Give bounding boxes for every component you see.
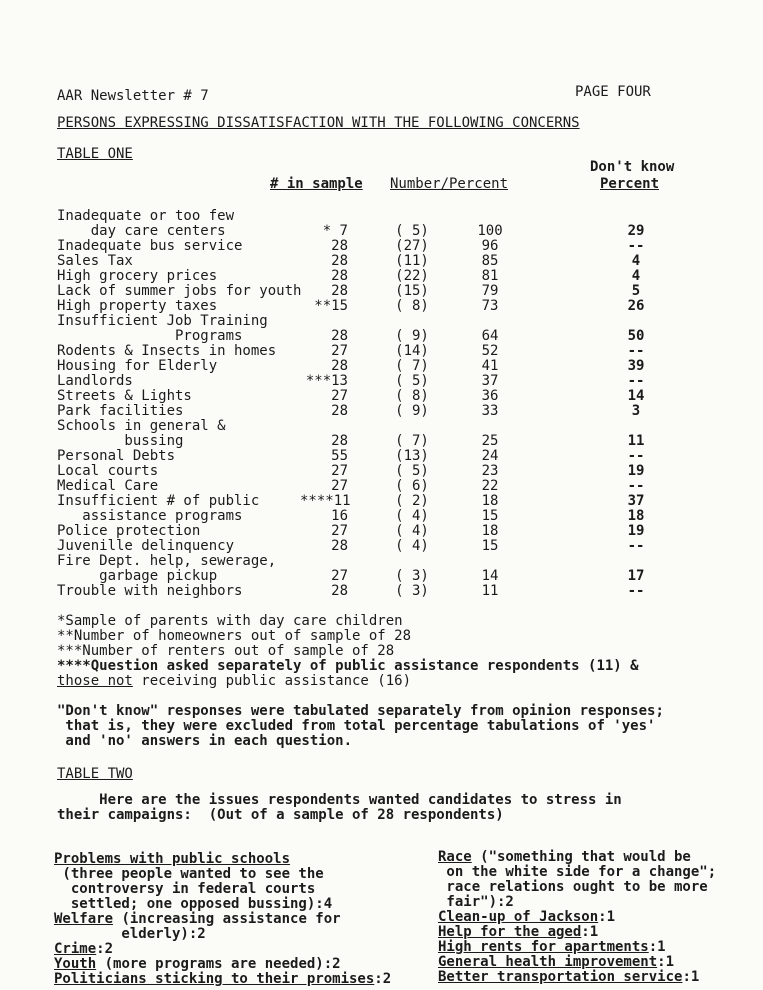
row-percent: 52 <box>481 343 499 359</box>
row-dontknow: -- <box>627 373 645 389</box>
row-dontknow: 19 <box>627 523 645 539</box>
list-item-topic: Welfare <box>54 911 114 927</box>
row-dontknow: 26 <box>627 298 645 314</box>
row-number: (13) <box>395 448 429 464</box>
row-number: ( 4) <box>395 523 429 539</box>
row-percent: 96 <box>481 238 499 254</box>
list-item <box>438 970 699 984</box>
row-sample: 28 <box>331 283 348 299</box>
col-dontknow-header: Don't know <box>590 159 675 175</box>
list-item-detail: fair"):2 <box>438 894 514 910</box>
row-sample: **15 <box>314 298 348 314</box>
table-two-intro-2: their campaigns: (Out of a sample of 28 respondents) <box>57 807 504 823</box>
row-label: Insufficient # of public <box>57 493 260 509</box>
row-number: ( 9) <box>395 328 429 344</box>
row-sample: 28 <box>331 238 348 254</box>
list-item <box>438 940 666 954</box>
row-dontknow: 11 <box>627 433 645 449</box>
row-sample: 27 <box>331 568 348 584</box>
list-item <box>54 957 341 971</box>
row-label: Rodents & Insects in homes <box>57 343 277 359</box>
row-dontknow: 4 <box>631 268 641 284</box>
list-item-detail: elderly):2 <box>54 926 206 942</box>
list-item <box>54 912 341 926</box>
list-item-topic: Help for the aged <box>438 924 582 940</box>
row-number: (27) <box>395 238 429 254</box>
row-sample: 28 <box>331 328 348 344</box>
row-percent: 36 <box>481 388 499 404</box>
row-dontknow: 4 <box>631 253 641 269</box>
row-label: Personal Debts <box>57 448 176 464</box>
row-number: (11) <box>395 253 429 269</box>
row-number: ( 5) <box>395 373 429 389</box>
row-dontknow: 29 <box>627 223 645 239</box>
row-number: ( 2) <box>395 493 429 509</box>
list-item-topic: General health improvement <box>438 954 658 970</box>
footnote-2: **Number of homeowners out of sample of 28 <box>57 628 412 644</box>
row-number: ( 4) <box>395 538 429 554</box>
list-item-detail: controversy in federal courts <box>54 881 316 897</box>
list-item-detail: (increasing assistance for <box>113 911 341 927</box>
list-item <box>438 865 716 879</box>
row-percent: 15 <box>481 538 499 554</box>
row-percent: 33 <box>481 403 499 419</box>
row-label-cont: assistance programs <box>57 508 243 524</box>
row-label-cont: Programs <box>57 328 243 344</box>
row-number-2: ( 4) <box>395 508 429 524</box>
row-dontknow: -- <box>627 238 645 254</box>
row-number: ( 6) <box>395 478 429 494</box>
list-item-detail: :1 <box>598 909 616 925</box>
col-sample-header: # in sample <box>270 176 363 192</box>
row-label: Fire Dept. help, sewerage, <box>57 553 277 569</box>
row-percent: 24 <box>481 448 499 464</box>
row-label-cont: garbage pickup <box>57 568 218 584</box>
row-label: High grocery prices <box>57 268 218 284</box>
row-sample: ****11 <box>300 493 351 509</box>
newsletter-title: AAR Newsletter # 7 <box>57 88 209 104</box>
row-label-cont: day care centers <box>57 223 226 239</box>
section-title: PERSONS EXPRESSING DISSATISFACTION WITH THE FOLLOWING CONCERNS <box>57 115 580 131</box>
footnote-1: *Sample of parents with day care children <box>57 613 403 629</box>
row-sample: 28 <box>331 433 348 449</box>
table-two-intro-1: Here are the issues respondents wanted candidates to stress in <box>57 792 622 808</box>
list-item <box>438 895 514 909</box>
row-percent-2: 15 <box>481 508 499 524</box>
row-sample: 27 <box>331 478 348 494</box>
row-number: ( 7) <box>395 433 429 449</box>
list-item-topic: Problems with public schools <box>54 851 291 867</box>
list-item-topic: Better transportation service <box>438 969 683 985</box>
list-item-detail: :1 <box>657 954 675 970</box>
row-dontknow-2: 18 <box>627 508 645 524</box>
row-dontknow: 3 <box>631 403 641 419</box>
col-percent-header: Percent <box>600 176 660 192</box>
row-sample: 28 <box>331 358 348 374</box>
list-item-detail: :2 <box>96 941 114 957</box>
row-label: Sales Tax <box>57 253 133 269</box>
row-sample: 55 <box>331 448 348 464</box>
list-item-detail: settled; one opposed bussing):4 <box>54 896 333 912</box>
list-item-detail: :1 <box>581 924 599 940</box>
list-item <box>54 942 113 956</box>
row-dontknow: -- <box>627 343 645 359</box>
dontknow-note-3: and 'no' answers in each question. <box>57 733 353 749</box>
row-dontknow: -- <box>627 478 645 494</box>
row-number: ( 3) <box>395 583 429 599</box>
table-one-title: TABLE ONE <box>57 146 133 162</box>
row-label: Schools in general & <box>57 418 226 434</box>
row-label: Trouble with neighbors <box>57 583 243 599</box>
row-number: ( 8) <box>395 298 429 314</box>
row-label: Park facilities <box>57 403 184 419</box>
list-item-detail: :1 <box>648 939 666 955</box>
list-item <box>54 972 391 986</box>
row-label: High property taxes <box>57 298 218 314</box>
list-item-topic: Youth <box>54 956 97 972</box>
row-percent: 73 <box>481 298 499 314</box>
row-label-cont: bussing <box>57 433 184 449</box>
row-number: ( 7) <box>395 358 429 374</box>
row-percent: 79 <box>481 283 499 299</box>
list-item <box>438 910 615 924</box>
row-sample: 28 <box>331 583 348 599</box>
row-percent: 11 <box>481 583 499 599</box>
row-percent: 14 <box>481 568 499 584</box>
row-percent: 37 <box>481 373 499 389</box>
list-item <box>438 925 598 939</box>
row-sample: * 7 <box>322 223 348 239</box>
row-sample: 27 <box>331 523 348 539</box>
row-percent: 41 <box>481 358 499 374</box>
row-sample-2: 16 <box>331 508 348 524</box>
row-number: ( 8) <box>395 388 429 404</box>
list-item <box>54 852 290 866</box>
row-sample: 27 <box>331 388 348 404</box>
row-percent: 81 <box>481 268 499 284</box>
row-number: ( 3) <box>395 568 429 584</box>
list-item-detail: on the white side for a change"; <box>438 864 717 880</box>
row-sample: 28 <box>331 403 348 419</box>
row-percent: 85 <box>481 253 499 269</box>
row-dontknow: 5 <box>631 283 641 299</box>
row-label: Landlords <box>57 373 133 389</box>
row-dontknow: 50 <box>627 328 645 344</box>
list-item-detail: :1 <box>682 969 700 985</box>
row-dontknow: 39 <box>627 358 645 374</box>
list-item <box>54 882 315 896</box>
footnote-4: ****Question asked separately of public assistance respondents (11) & <box>57 658 639 674</box>
row-dontknow: -- <box>627 583 645 599</box>
row-percent: 100 <box>477 223 503 239</box>
row-label: Streets & Lights <box>57 388 192 404</box>
row-number: (22) <box>395 268 429 284</box>
row-dontknow: -- <box>627 448 645 464</box>
row-percent: 64 <box>481 328 499 344</box>
dontknow-note-1: "Don't know" responses were tabulated separately from opinion responses; <box>57 703 664 719</box>
row-label: Local courts <box>57 463 159 479</box>
row-sample: ***13 <box>305 373 348 389</box>
row-dontknow: 19 <box>627 463 645 479</box>
row-dontknow: 37 <box>627 493 645 509</box>
list-item <box>438 880 708 894</box>
row-sample: 27 <box>331 343 348 359</box>
list-item-detail: :2 <box>374 971 392 987</box>
list-item-detail: race relations ought to be more <box>438 879 708 895</box>
list-item-topic: Crime <box>54 941 97 957</box>
list-item <box>54 897 332 911</box>
row-number: ( 9) <box>395 403 429 419</box>
col-number-header: Number/Percent <box>390 176 509 192</box>
list-item-detail: ("something that would be <box>471 849 691 865</box>
row-percent: 25 <box>481 433 499 449</box>
row-label: Housing for Elderly <box>57 358 218 374</box>
footnote-4-rest: receiving public assistance (16) <box>132 673 412 689</box>
footnote-4-underlined: those not <box>57 673 133 689</box>
row-label: Medical Care <box>57 478 159 494</box>
page-number: PAGE FOUR <box>575 84 651 100</box>
row-sample: 27 <box>331 463 348 479</box>
row-dontknow: 14 <box>627 388 645 404</box>
list-item <box>438 955 674 969</box>
footnote-4-cont <box>57 674 411 689</box>
row-dontknow: 17 <box>627 568 645 584</box>
row-sample: 28 <box>331 268 348 284</box>
list-item <box>54 867 324 881</box>
list-item <box>438 850 691 864</box>
row-percent: 18 <box>481 523 499 539</box>
dontknow-note-2: that is, they were excluded from total percentage tabulations of 'yes' <box>57 718 656 734</box>
list-item-topic: Clean-up of Jackson <box>438 909 599 925</box>
row-label: Police protection <box>57 523 201 539</box>
row-sample: 28 <box>331 253 348 269</box>
list-item-topic: Race <box>438 849 472 865</box>
row-percent: 22 <box>481 478 499 494</box>
row-label: Insufficient Job Training <box>57 313 268 329</box>
row-label: Inadequate or too few <box>57 208 235 224</box>
list-item-detail: (three people wanted to see the <box>54 866 324 882</box>
row-percent: 23 <box>481 463 499 479</box>
row-number: (15) <box>395 283 429 299</box>
row-number: (14) <box>395 343 429 359</box>
table-two-title: TABLE TWO <box>57 766 133 782</box>
row-label: Inadequate bus service <box>57 238 243 254</box>
row-sample: 28 <box>331 538 348 554</box>
row-number: ( 5) <box>395 463 429 479</box>
list-item-detail: (more programs are needed):2 <box>96 956 341 972</box>
list-item-topic: High rents for apartments <box>438 939 649 955</box>
row-label: Lack of summer jobs for youth <box>57 283 302 299</box>
list-item-topic: Politicians sticking to their promises <box>54 971 375 987</box>
list-item <box>54 927 206 941</box>
row-dontknow: -- <box>627 538 645 554</box>
row-label: Juvenille delinquency <box>57 538 235 554</box>
footnote-3: ***Number of renters out of sample of 28 <box>57 643 395 659</box>
row-number: ( 5) <box>395 223 429 239</box>
row-percent: 18 <box>481 493 499 509</box>
